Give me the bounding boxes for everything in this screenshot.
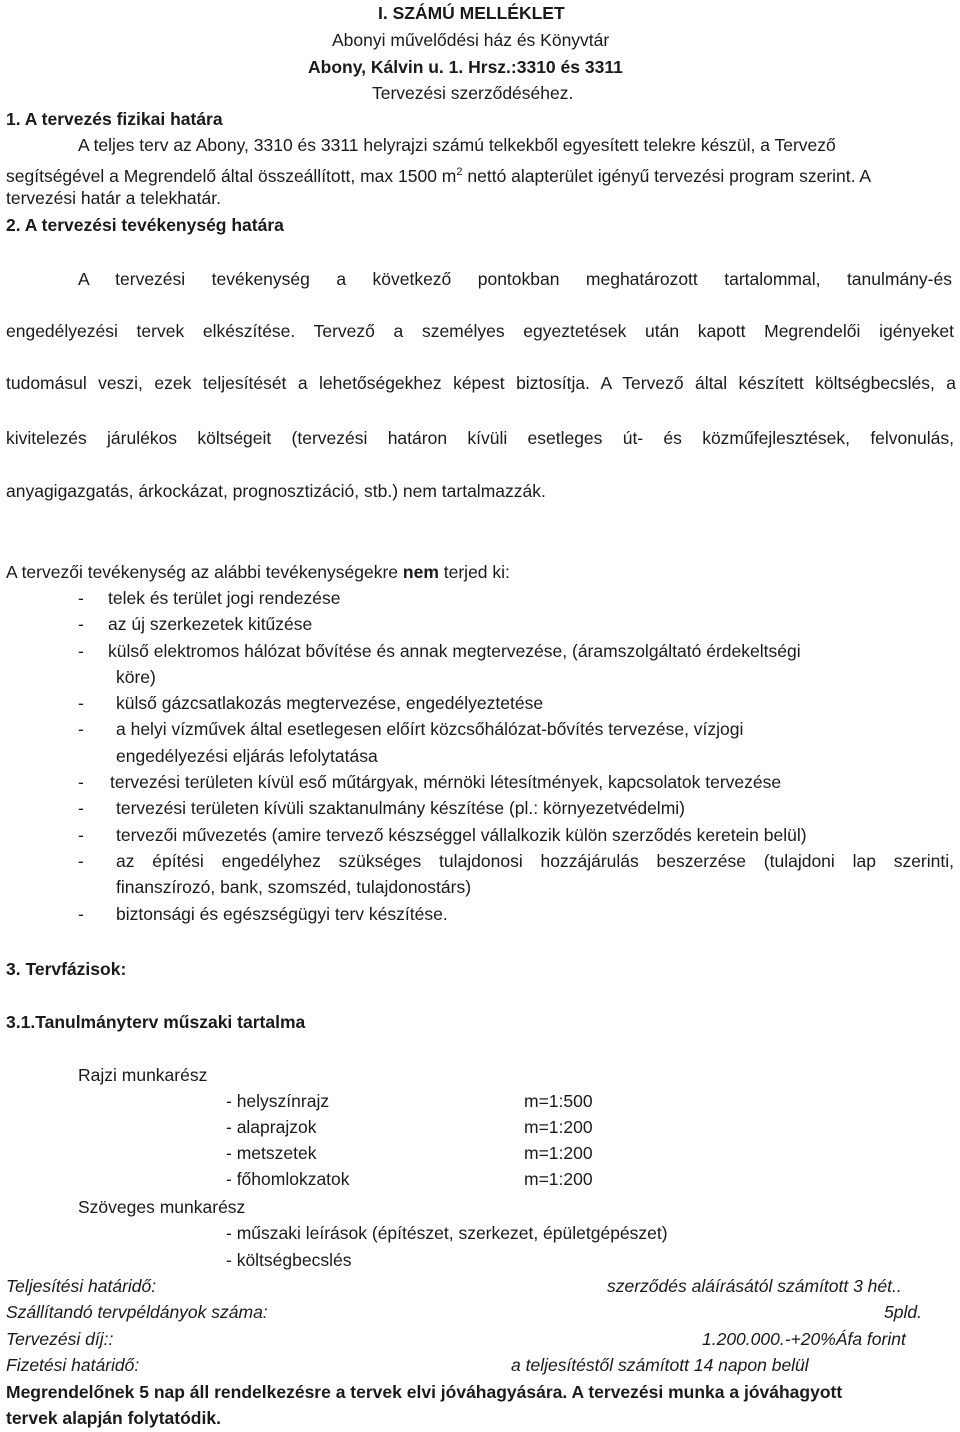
list-item: külső gázcsatlakozás megtervezése, engedélyeztetése xyxy=(116,693,544,713)
list-item-continuation: köre) xyxy=(116,667,156,687)
term-label-fee: Tervezési díj:: xyxy=(6,1329,114,1349)
list-dash: - xyxy=(78,719,84,739)
list-item-continuation: finanszírozó, bank, szomszéd, tulajdonostárs) xyxy=(116,877,472,897)
term-value-payment: a teljesítéstől számított 14 napon belül xyxy=(511,1355,809,1375)
list-dash: - xyxy=(78,693,84,713)
term-value-fee: 1.200.000.-+20%Áfa forint xyxy=(702,1329,906,1349)
section-2-para-line-5: anyagigazgatás, árkockázat, prognosztizáció, stb.) nem tartalmazzák. xyxy=(6,481,546,501)
header-line-2: Abony, Kálvin u. 1. Hrsz.:3310 és 3311 xyxy=(308,57,623,77)
section-3-1-heading: 3.1.Tanulmányterv műszaki tartalma xyxy=(6,1012,306,1032)
closing-line-1: Megrendelőnek 5 nap áll rendelkezésre a tervek elvi jóváhagyására. A tervezési munka a jóváhagyott xyxy=(6,1382,843,1402)
text-deliverable: - költségbecslés xyxy=(226,1250,352,1270)
exclusions-intro-bold: nem xyxy=(402,562,439,582)
list-item: tervezői művezetés (amire tervező készséggel vállalkozik külön szerződés keretein belül) xyxy=(116,825,807,845)
section-2-para-line-3: tudomásul veszi, ezek teljesítését a lehetőségekhez képest biztosítja. A Tervező által készített költségbecslés, a xyxy=(6,373,956,393)
list-item: a helyi vízművek által esetlegesen előírt közcsőhálózat-bővítés tervezése, vízjogi xyxy=(116,719,744,739)
section-3-heading: 3. Tervfázisok: xyxy=(6,959,127,979)
section-1-line-2b: nettó alapterület igényű tervezési program szerint. A xyxy=(462,165,872,186)
exclusions-intro-c: terjed ki: xyxy=(438,562,510,582)
exclusions-intro-a: A tervezői tevékenység az alábbi tevékenységekre xyxy=(6,562,403,582)
drawing-name: - főhomlokzatok xyxy=(226,1169,350,1189)
drawing-name: - helyszínrajz xyxy=(226,1091,330,1111)
list-dash: - xyxy=(78,825,84,845)
document-title: I. SZÁMÚ MELLÉKLET xyxy=(378,3,565,23)
header-line-1: Abonyi művelődési ház és Könyvtár xyxy=(332,30,610,50)
drawing-name: - metszetek xyxy=(226,1143,317,1163)
term-value-deadline: szerződés aláírásától számított 3 hét.. xyxy=(607,1276,902,1296)
list-item: tervezési területen kívül eső műtárgyak, mérnöki létesítmények, kapcsolatok tervezése xyxy=(110,772,782,792)
term-label-payment: Fizetési határidő: xyxy=(6,1355,140,1375)
term-label-copies: Szállítandó tervpéldányok száma: xyxy=(6,1302,268,1322)
list-dash: - xyxy=(78,614,84,634)
exclusions-intro xyxy=(6,561,510,583)
section-1-line-1: A teljes terv az Abony, 3310 és 3311 helyrajzi számú telkekből egyesített telekre készül, a Tervező xyxy=(78,135,836,155)
rajzi-munkaresz-label: Rajzi munkarész xyxy=(78,1065,208,1085)
list-dash: - xyxy=(78,798,84,818)
text-deliverable: - műszaki leírások (építészet, szerkezet, épületgépészet) xyxy=(226,1223,668,1243)
drawing-scale: m=1:200 xyxy=(524,1143,593,1163)
szoveges-munkaresz-label: Szöveges munkarész xyxy=(78,1197,246,1217)
section-1-line-3: tervezési határ a telekhatár. xyxy=(6,188,221,208)
section-1-heading: 1. A tervezés fizikai határa xyxy=(6,109,223,129)
list-item: külső elektromos hálózat bővítése és annak megtervezése, (áramszolgáltató érdekeltségi xyxy=(108,641,801,661)
section-2-heading: 2. A tervezési tevékenység határa xyxy=(6,215,284,235)
list-item: telek és terület jogi rendezése xyxy=(108,588,341,608)
list-item: az építési engedélyhez szükséges tulajdonosi hozzájárulás beszerzése (tulajdoni lap szerinti, xyxy=(116,851,954,871)
drawing-scale: m=1:500 xyxy=(524,1091,593,1111)
term-label-deadline: Teljesítési határidő: xyxy=(6,1276,157,1296)
section-2-para-line-2: engedélyezési tervek elkészítése. Tervező a személyes egyeztetések után kapott Megrendelői igényeket xyxy=(6,321,954,341)
list-item: biztonsági és egészségügyi terv készítése. xyxy=(116,904,448,924)
section-1-line-2 xyxy=(6,161,871,187)
drawing-name: - alaprajzok xyxy=(226,1117,317,1137)
term-value-copies: 5pld. xyxy=(884,1302,922,1322)
list-dash: - xyxy=(78,588,84,608)
section-2-para-line-4: kivitelezés járulékos költségeit (tervezési határon kívüli esetleges út- és közműfejlesztések, felvonulás, xyxy=(6,428,954,448)
list-item: az új szerkezetek kitűzése xyxy=(108,614,313,634)
list-dash: - xyxy=(78,641,84,661)
list-item-continuation: engedélyezési eljárás lefolytatása xyxy=(116,746,378,766)
drawing-scale: m=1:200 xyxy=(524,1169,593,1189)
header-line-3: Tervezési szerződéséhez. xyxy=(372,83,574,103)
superscript-2: 2 xyxy=(456,166,463,178)
drawing-scale: m=1:200 xyxy=(524,1117,593,1137)
closing-line-2: tervek alapján folytatódik. xyxy=(6,1408,221,1428)
list-dash: - xyxy=(78,904,84,924)
section-2-para-line-1: A tervezési tevékenység a következő pontokban meghatározott tartalommal, tanulmány-és xyxy=(78,269,952,289)
list-item: tervezési területen kívüli szaktanulmány készítése (pl.: környezetvédelmi) xyxy=(116,798,685,818)
list-dash: - xyxy=(78,772,84,792)
list-dash: - xyxy=(78,851,84,871)
section-1-line-2a: segítségével a Megrendelő által összeállított, max 1500 m xyxy=(6,165,457,186)
